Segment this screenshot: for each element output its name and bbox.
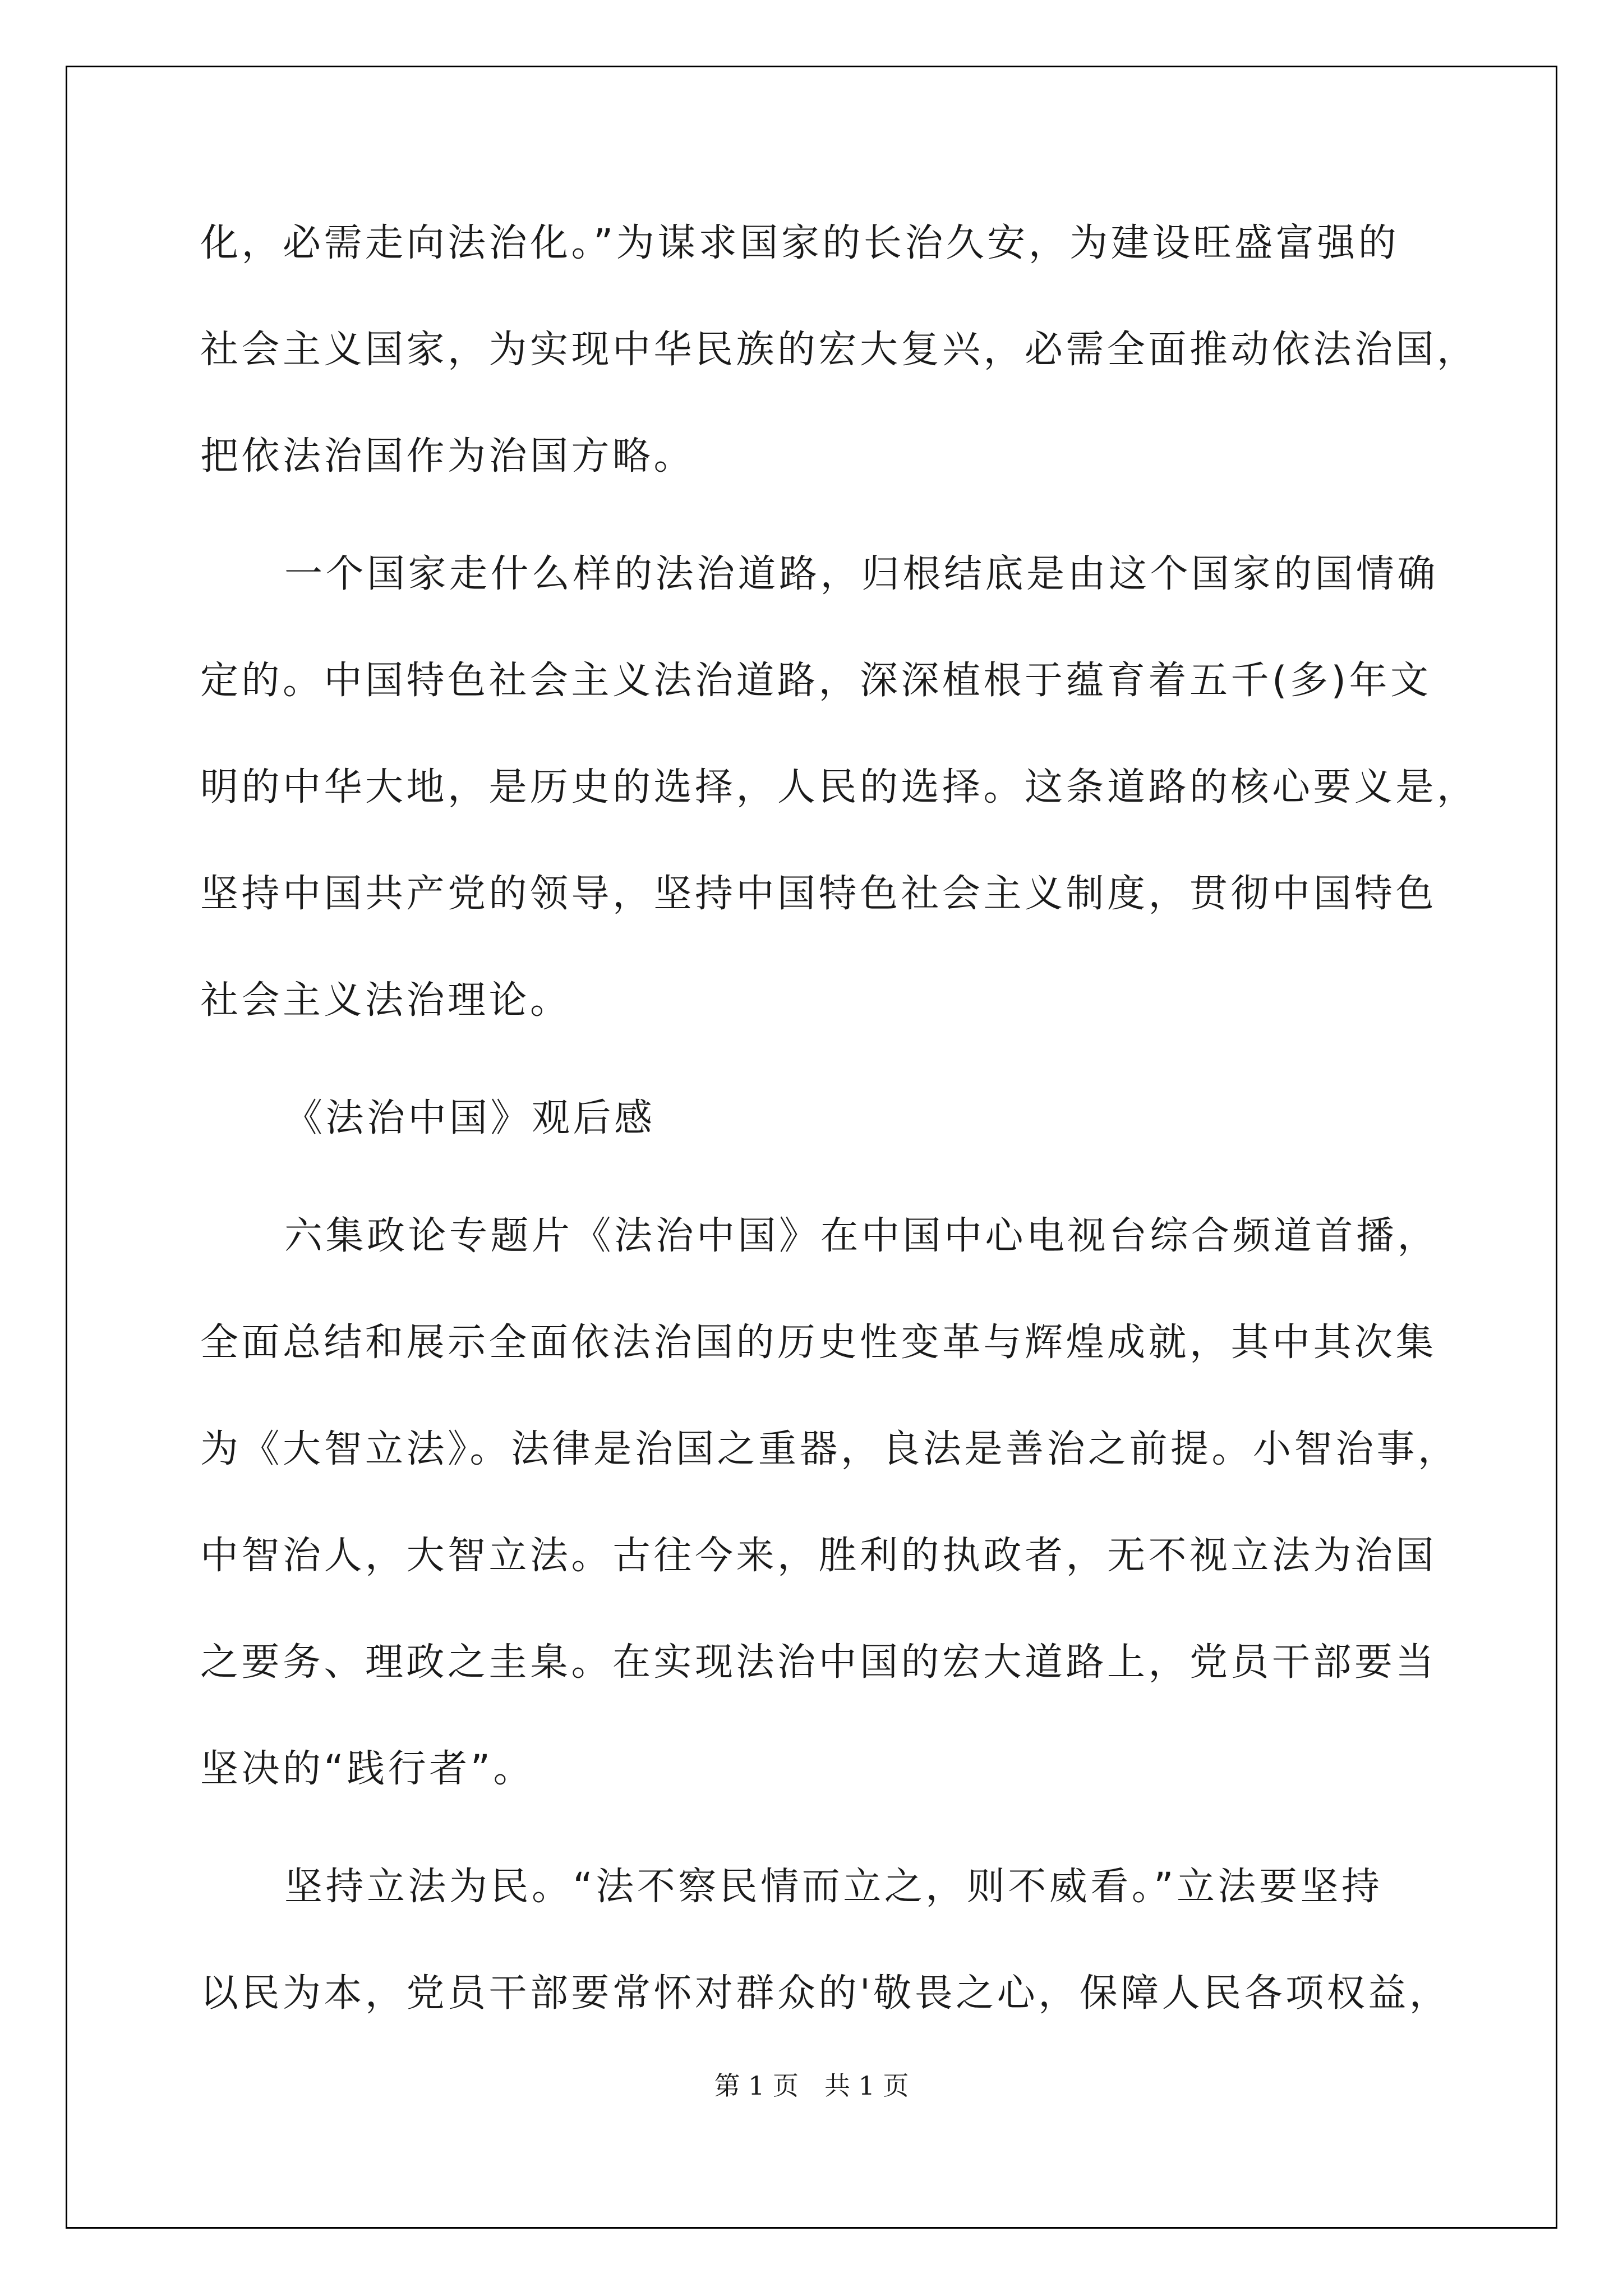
text-line: 坚决的“践行者”。: [200, 1747, 534, 1791]
text-line: 坚持立法为民。“法不察民情而立之，则不威看。”立法要坚持: [284, 1865, 1383, 1909]
text-line: 把依法治国作为治国方略。: [200, 434, 695, 478]
text-line: 以民为本，党员干部要常怀对群众的'敬畏之心，保障人民各项权益，: [200, 1971, 1451, 2016]
text-line: 明的中华大地，是历史的选择，人民的选择。这条道路的核心要义是，: [200, 765, 1478, 809]
text-line: 之要务、理政之圭臬。在实现法治中国的宏大道路上，党员干部要当: [200, 1640, 1437, 1685]
document-body: [200, 216, 1478, 2073]
text-line: 一个国家走什么样的法治道路，归根结底是由这个国家的国情确: [284, 552, 1439, 596]
section-heading: 《法治中国》观后感: [284, 1096, 656, 1140]
text-line: 定的。中国特色社会主义法治道路，深深植根于蕴育着五千(多)年文: [200, 659, 1432, 703]
text-line: 化，必需走向法治化。”为谋求国家的长治久安，为建设旺盛富强的: [200, 221, 1400, 265]
text-line: 社会主义法治理论。: [200, 978, 571, 1023]
text-line: 全面总结和展示全面依法治国的历史性变革与辉煌成就，其中其次集: [200, 1320, 1437, 1365]
text-line: 六集政论专题片《法治中国》在中国中心电视台综合频道首播，: [284, 1214, 1439, 1258]
text-line: 坚持中国共产党的领导，坚持中国特色社会主义制度，贯彻中国特色: [200, 872, 1437, 916]
text-line: 为《大智立法》。法律是治国之重器，良法是善治之前提。小智治事，: [200, 1427, 1459, 1471]
text-line: 中智治人，大智立法。古往今来，胜利的执政者，无不视立法为治国: [200, 1534, 1437, 1578]
page-number: 第 1 页 共 1 页: [714, 2070, 909, 2101]
text-line: 社会主义国家，为实现中华民族的宏大复兴，必需全面推动依法治国，: [200, 328, 1478, 372]
